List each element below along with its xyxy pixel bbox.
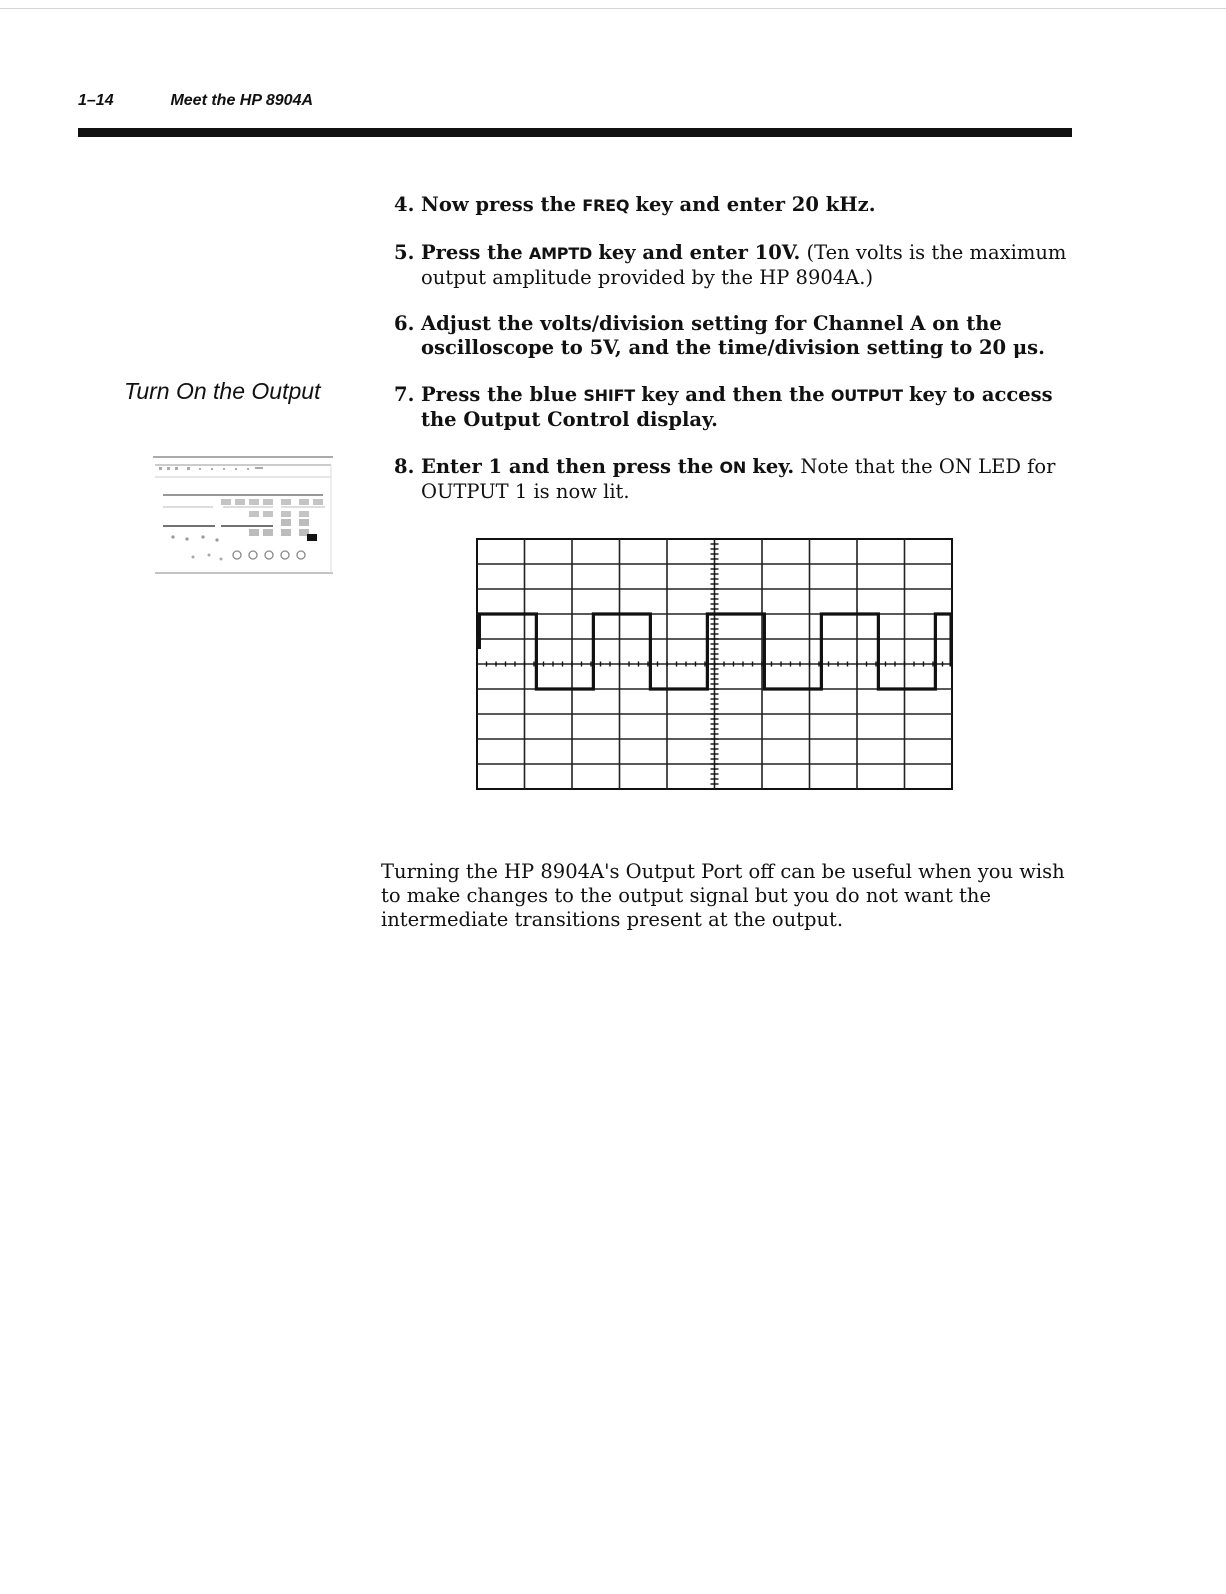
- page-header: [78, 92, 313, 110]
- step-6: [394, 312, 1074, 360]
- key-name-output: OUTPUT: [830, 386, 903, 405]
- step-text: key to access the Output Control display.: [421, 383, 1053, 431]
- step-text: key and enter 10V.: [598, 241, 801, 264]
- key-name-shift: SHIFT: [583, 386, 636, 405]
- step-number: 7.: [394, 383, 415, 406]
- step-number: 4.: [394, 193, 415, 216]
- step-note: (Ten volts is the maximum output amplitude provided by the HP 8904A.): [421, 241, 1067, 289]
- step-text: Enter 1 and then press the: [421, 455, 714, 478]
- oscilloscope-graticule: [476, 538, 954, 790]
- step-text: key and enter 20 kHz.: [635, 193, 876, 216]
- step-4: [394, 193, 1074, 218]
- step-text: key.: [752, 455, 795, 478]
- step-8: [394, 455, 1074, 504]
- side-heading: Turn On the Output: [124, 378, 321, 404]
- step-text: Adjust the volts/division setting for Channel A on the oscilloscope to 5V, and the time/division setting to 20 μs.: [421, 312, 1045, 359]
- step-text: Press the: [421, 241, 523, 264]
- body-paragraph: Turning the HP 8904A's Output Port off can be useful when you wish to make changes to the output signal but you do not want the intermediate transitions present at the output.: [381, 860, 1065, 931]
- page-top-edge: [0, 8, 1226, 9]
- step-number: 8.: [394, 455, 415, 478]
- key-name-on: ON: [719, 458, 747, 477]
- step-note: Note that the ON LED for OUTPUT 1 is now lit.: [421, 455, 1056, 503]
- front-panel-icon: [153, 455, 335, 583]
- key-name-freq: FREQ: [582, 196, 630, 215]
- step-number: 5.: [394, 241, 415, 264]
- step-5: [394, 241, 1074, 290]
- step-text: key and then the: [641, 383, 825, 406]
- step-7: [394, 383, 1074, 432]
- step-number: 6.: [394, 312, 415, 335]
- key-name-amptd: AMPTD: [528, 244, 593, 263]
- running-title: Meet the HP 8904A: [170, 92, 314, 109]
- header-rule: [78, 128, 1072, 137]
- oscilloscope-display: [476, 538, 954, 794]
- step-text: Now press the: [421, 193, 577, 216]
- page-number: 1–14: [78, 92, 114, 109]
- step-text: Press the blue: [421, 383, 578, 406]
